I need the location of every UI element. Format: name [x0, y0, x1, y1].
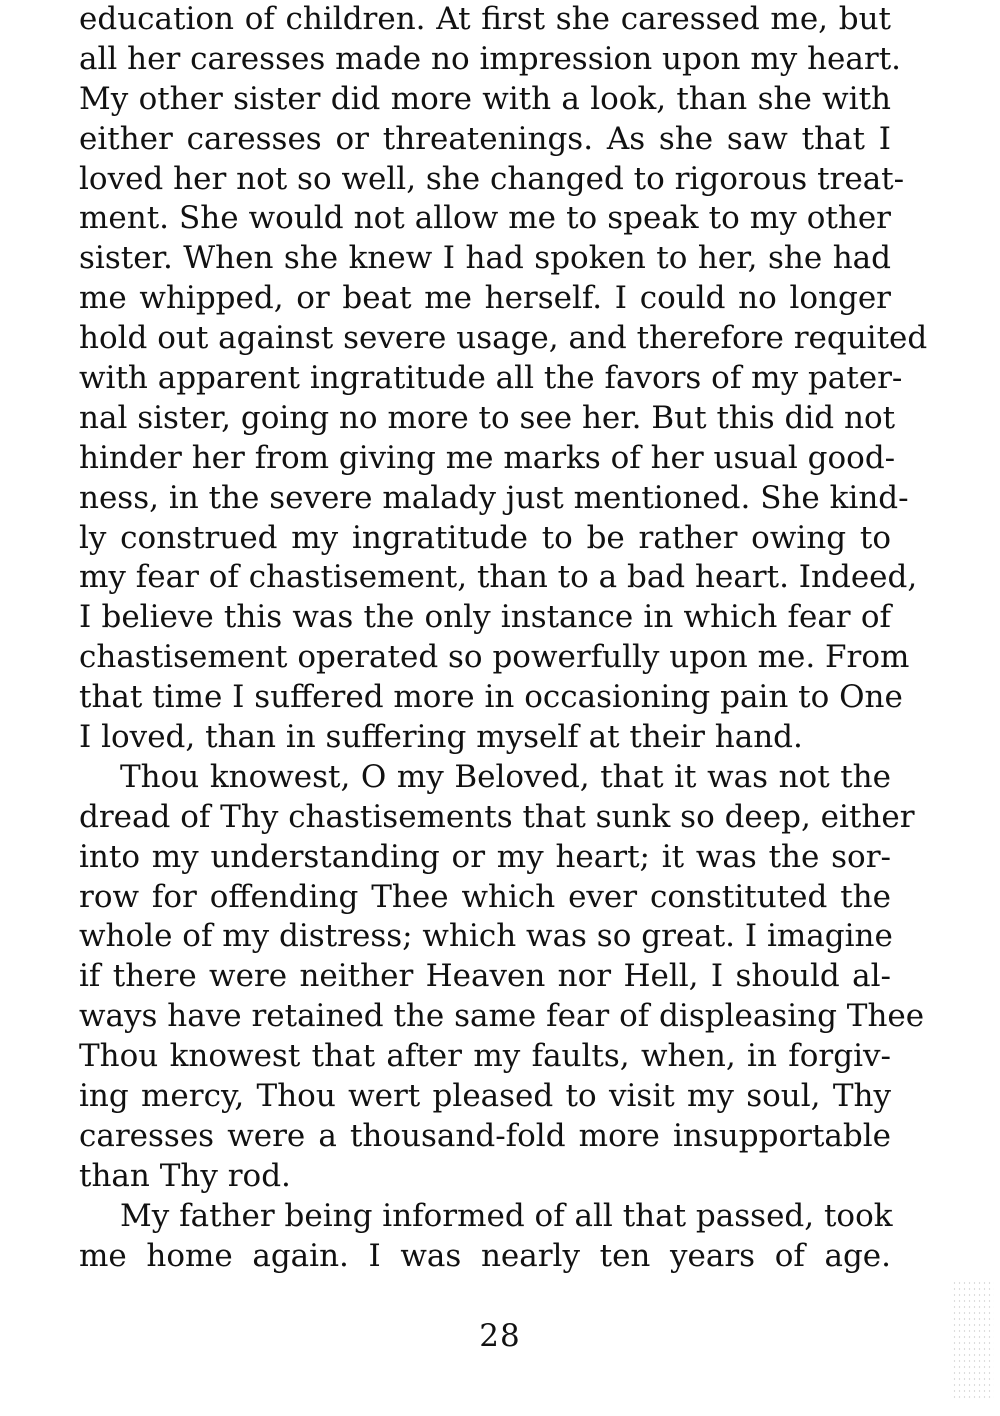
text-line: hold out against severe usage, and therefore requited [79, 320, 928, 357]
text-line: Thou knowest that after my faults, when, in forgiv- [79, 1038, 891, 1075]
text-line: ing mercy, Thou wert pleased to visit my soul, Thy [79, 1078, 891, 1115]
text-line: me whipped, or beat me herself. I could no longer [79, 280, 891, 317]
text-line: my fear of chastisement, than to a bad heart. Indeed, [79, 559, 918, 596]
text-line: loved her not so well, she changed to rigorous treat- [79, 160, 905, 197]
text-line: caresses were a thousand-fold more insupportable [79, 1117, 891, 1154]
scan-speckle [952, 1280, 994, 1400]
text-line: than Thy rod. [79, 1157, 291, 1194]
text-line: hinder her from giving me marks of her usual good- [79, 439, 896, 476]
text-line: into my understanding or my heart; it was the sor- [79, 838, 891, 875]
text-line: dread of Thy chastisements that sunk so deep, either [79, 798, 915, 835]
text-line: with apparent ingratitude all the favors of my pater- [79, 360, 903, 397]
body-text [79, 0, 928, 1277]
text-line: either caresses or threatenings. As she saw that I [79, 120, 891, 157]
page-number: 28 [479, 1318, 521, 1354]
text-line: ment. She would not allow me to speak to my other [79, 200, 891, 237]
text-line: I loved, than in suffering myself at their hand. [79, 719, 803, 756]
text-line: me home again. I was nearly ten years of age. [79, 1237, 891, 1274]
text-line: if there were neither Heaven nor Hell, I should al- [79, 958, 891, 995]
text-line: education of children. At first she caressed me, but [79, 1, 891, 37]
text-line: ly construed my ingratitude to be rather owing to [79, 519, 891, 556]
text-line: chastisement operated so powerfully upon me. From [79, 639, 910, 676]
paragraph-first-line: My father being informed of all that passed, took [120, 1197, 893, 1234]
text-line: all her caresses made no impression upon my heart. [79, 40, 901, 77]
paragraph-first-line: Thou knowest, O my Beloved, that it was not the [120, 758, 891, 795]
text-line: whole of my distress; which was so great. I imagine [79, 918, 893, 955]
text-line: sister. When she knew I had spoken to her, she had [79, 240, 891, 277]
text-line: ways have retained the same fear of displeasing Thee [79, 998, 925, 1035]
text-line: ness, in the severe malady just mentioned. She kind- [79, 479, 909, 516]
text-line: that time I suffered more in occasioning pain to One [79, 679, 903, 716]
text-line: My other sister did more with a look, than she with [79, 80, 891, 117]
text-line: row for offending Thee which ever constituted the [79, 878, 891, 915]
text-line: I believe this was the only instance in which fear of [79, 599, 891, 636]
text-line: nal sister, going no more to see her. But this did not [79, 399, 896, 436]
